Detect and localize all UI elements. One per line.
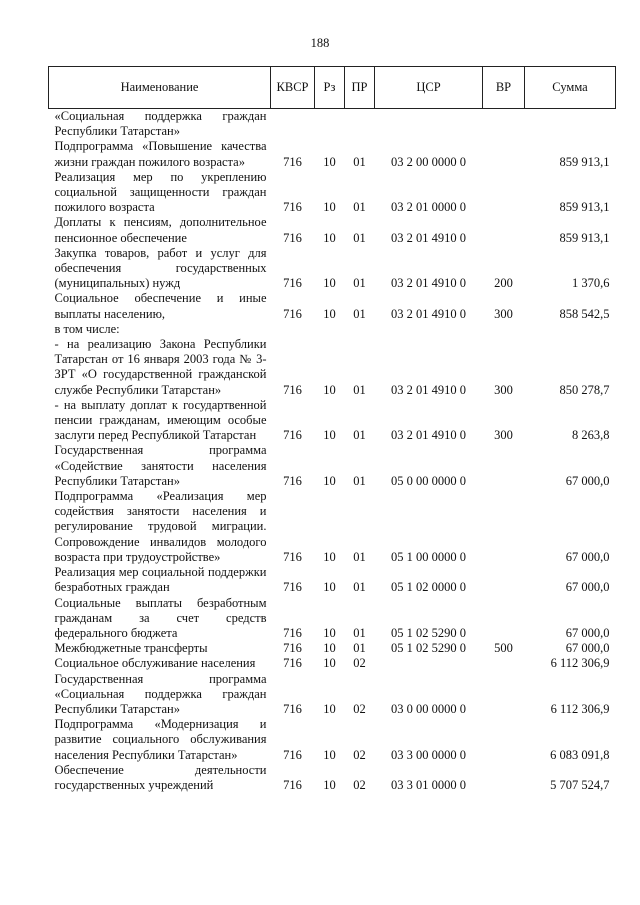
cell-csr [375,322,483,337]
cell-rz: 10 [323,154,336,169]
table-row [49,398,616,444]
cell-pr: 01 [353,549,366,564]
cell-csr: 03 2 01 4910 0 [391,428,466,443]
page-number: 188 [310,36,330,50]
cell-vr [483,656,525,671]
table-row [49,291,616,321]
cell-csr: 05 1 02 5290 0 [391,625,466,640]
cell-sum: 67 000,0 [565,625,610,640]
cell-pr: 01 [353,473,366,488]
cell-vr: 500 [494,641,513,656]
cell-vr [483,322,525,337]
cell-vr: 300 [494,428,513,443]
table-row [49,763,616,793]
cell-rz: 10 [323,625,336,640]
table-body [49,109,616,794]
cell-name: Социальное обеспечение и иные выплаты населению, [54,291,267,321]
table-row [49,672,616,718]
cell-pr: 01 [353,154,366,169]
header-name: Наименование [49,67,271,109]
cell-sum: 6 083 091,8 [550,747,610,762]
cell-vr [483,139,525,169]
cell-sum [525,109,616,140]
cell-name: Реализация мер по укреплению социальной защищенности граждан пожилого возраста [54,169,267,215]
cell-csr: 05 1 02 0000 0 [391,580,466,595]
cell-rz: 10 [323,276,336,291]
cell-kvsr: 716 [283,382,302,397]
table-row [49,489,616,565]
cell-name: Государственная программа «Содействие занятости населения Республики Татарстан» [54,443,267,488]
cell-rz [315,322,345,337]
cell-name: «Социальная поддержка граждан Республики Татарстан» [54,109,267,139]
cell-sum: 850 278,7 [559,382,610,397]
table-row [49,641,616,656]
cell-vr [483,717,525,763]
cell-vr [483,565,525,595]
cell-csr: 03 2 01 0000 0 [391,200,466,215]
budget-table [48,66,616,793]
cell-pr: 01 [353,580,366,595]
table-row [49,596,616,642]
cell-sum: 6 112 306,9 [550,656,610,671]
cell-vr [483,763,525,793]
cell-rz: 10 [323,428,336,443]
header-sum: Сумма [525,67,616,109]
cell-sum: 859 913,1 [559,230,610,245]
table-row [49,246,616,292]
cell-sum: 858 542,5 [559,306,610,321]
cell-kvsr: 716 [283,701,302,716]
cell-name: Обеспечение деятельности государственных учреждений [54,762,267,792]
cell-name: Социальные выплаты безработным гражданам за счет средств федерального бюджета [54,595,267,640]
cell-csr: 03 2 01 4910 0 [391,230,466,245]
cell-name: в том числе: [54,321,120,336]
table-row [49,337,616,398]
cell-kvsr: 716 [283,549,302,564]
cell-csr: 03 0 00 0000 0 [391,701,466,716]
cell-pr: 01 [353,230,366,245]
cell-vr [483,596,525,642]
cell-pr: 02 [353,656,366,671]
cell-vr [483,170,525,216]
cell-kvsr [271,109,315,140]
cell-sum: 8 263,8 [572,428,610,443]
header-csr: ЦСР [375,67,483,109]
cell-csr: 05 1 00 0000 0 [391,549,466,564]
cell-pr: 01 [353,382,366,397]
cell-rz [315,109,345,140]
cell-kvsr: 716 [283,641,302,656]
table-row [49,139,616,169]
cell-vr: 300 [494,382,513,397]
cell-kvsr: 716 [283,747,302,762]
cell-vr: 300 [494,306,513,321]
table-row [49,443,616,489]
cell-pr: 01 [353,276,366,291]
cell-name: Подпрограмма «Повышение качества жизни граждан пожилого возраста» [54,139,267,169]
cell-sum: 67 000,0 [565,580,610,595]
cell-vr [483,443,525,489]
cell-name: Межбюджетные трансферты [54,641,208,656]
cell-csr: 03 2 01 4910 0 [391,382,466,397]
cell-csr: 05 0 00 0000 0 [391,473,466,488]
cell-sum: 67 000,0 [565,473,610,488]
cell-sum: 859 913,1 [559,200,610,215]
cell-pr: 01 [353,200,366,215]
cell-vr [483,215,525,245]
cell-csr: 05 1 02 5290 0 [391,641,466,656]
table-header [49,67,616,109]
cell-pr: 01 [353,641,366,656]
cell-sum [525,322,616,337]
table-row [49,170,616,216]
table-row [49,656,616,671]
cell-csr [375,109,483,140]
cell-sum: 5 707 524,7 [550,777,610,792]
cell-pr: 01 [353,625,366,640]
cell-pr [345,322,375,337]
cell-kvsr: 716 [283,580,302,595]
cell-vr: 200 [494,276,513,291]
cell-name: Социальное обслуживание населения [54,656,256,671]
cell-sum: 1 370,6 [572,276,610,291]
cell-vr [483,672,525,718]
cell-rz: 10 [323,382,336,397]
cell-sum: 6 112 306,9 [550,701,610,716]
cell-rz: 10 [323,230,336,245]
table-row [49,565,616,595]
cell-rz: 10 [323,656,336,671]
table-row [49,215,616,245]
cell-name: - на выплату доплат к государтвенной пенсии гражданам, имеющим особые заслуги перед Республикой Татарстан [54,397,267,443]
cell-csr: 03 2 01 4910 0 [391,306,466,321]
cell-vr [483,489,525,565]
cell-kvsr: 716 [283,428,302,443]
cell-vr [483,109,525,140]
cell-rz: 10 [323,549,336,564]
cell-pr [345,109,375,140]
cell-csr: 03 2 01 4910 0 [391,276,466,291]
header-pr: ПР [345,67,375,109]
header-kvsr: КВСР [271,67,315,109]
cell-rz: 10 [323,580,336,595]
cell-rz: 10 [323,777,336,792]
cell-kvsr: 716 [283,154,302,169]
cell-kvsr: 716 [283,777,302,792]
cell-name: Реализация мер социальной поддержки безработных граждан [54,565,267,595]
cell-kvsr: 716 [283,473,302,488]
cell-rz: 10 [323,641,336,656]
table-row [49,717,616,763]
cell-pr: 01 [353,428,366,443]
cell-kvsr: 716 [283,306,302,321]
cell-csr: 03 3 00 0000 0 [391,747,466,762]
cell-pr: 02 [353,747,366,762]
cell-kvsr: 716 [283,230,302,245]
cell-sum: 859 913,1 [559,154,610,169]
cell-kvsr: 716 [283,276,302,291]
cell-name: - на реализацию Закона Республики Татарстан от 16 января 2003 года № 3-ЗРТ «О государственной гражданской службе Республики Татарстан» [54,337,267,397]
cell-name: Доплаты к пенсиям, дополнительное пенсионное обеспечение [54,215,267,245]
cell-name: Государственная программа «Социальная поддержка граждан Республики Татарстан» [54,671,267,716]
header-vr: ВР [483,67,525,109]
cell-name: Подпрограмма «Модернизация и развитие социального обслуживания населения Республики Татарстан» [54,717,267,762]
table-row [49,322,616,337]
cell-csr: 03 3 01 0000 0 [391,777,466,792]
cell-pr: 02 [353,701,366,716]
cell-rz: 10 [323,473,336,488]
table-row [49,109,616,140]
header-rz: Рз [315,67,345,109]
cell-csr [375,656,483,671]
cell-kvsr: 716 [283,200,302,215]
cell-rz: 10 [323,747,336,762]
cell-name: Подпрограмма «Реализация мер содействия занятости населения и регулирование трудовой миграции. Сопровождение инвалидов молодого возраста при трудоустройстве» [54,489,267,564]
cell-rz: 10 [323,200,336,215]
cell-rz: 10 [323,306,336,321]
cell-pr: 01 [353,306,366,321]
cell-kvsr: 716 [283,625,302,640]
cell-pr: 02 [353,777,366,792]
cell-kvsr: 716 [283,656,302,671]
cell-sum: 67 000,0 [565,641,610,656]
cell-sum: 67 000,0 [565,549,610,564]
cell-kvsr [271,322,315,337]
cell-rz: 10 [323,701,336,716]
cell-name: Закупка товаров, работ и услуг для обеспечения государственных (муниципальных) нужд [54,245,267,291]
cell-csr: 03 2 00 0000 0 [391,154,466,169]
